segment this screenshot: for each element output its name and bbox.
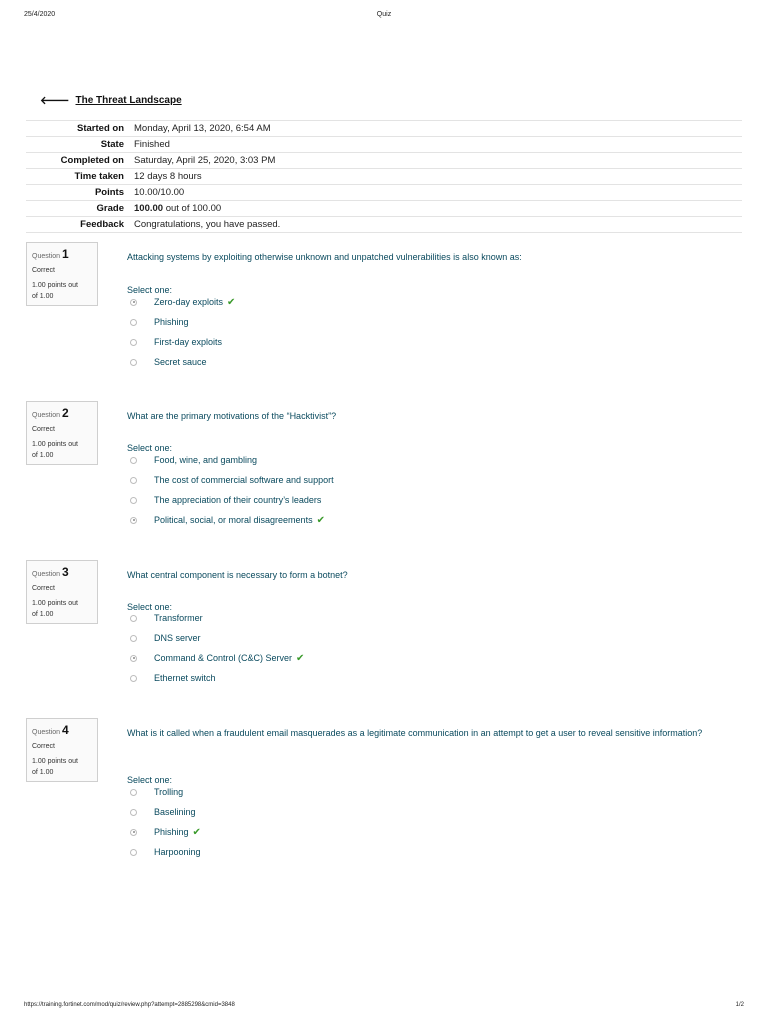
answer-label: Command & Control (C&C) Server (154, 653, 293, 663)
select-one-prompt: Select one: (127, 602, 173, 612)
answer-label: Baselining (154, 807, 196, 817)
radio-icon (130, 789, 137, 796)
question-grade (32, 756, 92, 778)
radio-icon (130, 497, 137, 504)
answer-label: The cost of commercial software and support (154, 475, 334, 485)
answer-label: Harpooning (154, 847, 201, 857)
grade-out-of: out of 100.00 (163, 203, 222, 214)
select-one-prompt: Select one: (127, 285, 173, 295)
summary-label: Started on (26, 121, 134, 137)
radio-icon (130, 635, 137, 642)
answer-option (130, 510, 334, 530)
summary-row (26, 201, 742, 217)
question-number: 1 (61, 247, 69, 261)
question-grade (32, 439, 92, 461)
radio-icon (130, 517, 137, 524)
checkmark-icon: ✔ (192, 826, 201, 838)
summary-label: Points (26, 185, 134, 201)
radio-icon (130, 339, 137, 346)
select-one-prompt: Select one: (127, 443, 173, 453)
answer-label: Transformer (154, 613, 203, 623)
grade-line-2: of 1.00 (32, 293, 54, 300)
summary-row (26, 121, 742, 137)
question-text: What are the primary motivations of the “Hacktivist”? (127, 411, 337, 421)
radio-icon (130, 849, 137, 856)
answer-label: Food, wine, and gambling (154, 455, 258, 465)
page-number: 1/2 (735, 1002, 744, 1008)
grade-line-1: 1.00 points out (32, 758, 78, 765)
radio-icon (130, 809, 137, 816)
question-state: Correct (32, 743, 55, 750)
answer-option (130, 648, 304, 668)
answer-option (130, 332, 235, 352)
question-label: Question (32, 729, 61, 736)
question-number: 4 (61, 723, 69, 737)
question-text: What central component is necessary to form a botnet? (127, 570, 348, 580)
checkmark-icon: ✔ (296, 652, 305, 664)
summary-value: Finished (134, 137, 742, 153)
back-link-label: The Threat Landscape (75, 94, 182, 106)
grade-value: 100.00 (134, 203, 164, 214)
question-number: 2 (61, 406, 69, 420)
answer-label: First-day exploits (154, 337, 223, 347)
select-one-prompt: Select one: (127, 775, 173, 785)
answer-label: Ethernet switch (154, 673, 216, 683)
grade-line-2: of 1.00 (32, 452, 54, 459)
radio-icon (130, 655, 137, 662)
quiz-summary-table (26, 120, 742, 233)
summary-label: Grade (26, 201, 134, 217)
grade-line-2: of 1.00 (32, 611, 54, 618)
answer-option (130, 608, 304, 628)
arrow-left-icon: 🡐 (40, 95, 70, 107)
summary-label: Time taken (26, 169, 134, 185)
question-grade (32, 280, 92, 302)
grade-line-2: of 1.00 (32, 769, 54, 776)
answer-option (130, 352, 235, 372)
answer-label: Trolling (154, 787, 184, 797)
summary-row (26, 153, 742, 169)
radio-icon (130, 829, 137, 836)
summary-label: State (26, 137, 134, 153)
grade-line-1: 1.00 points out (32, 441, 78, 448)
question-info-box (26, 560, 98, 624)
answer-list (130, 292, 235, 372)
checkmark-icon: ✔ (316, 514, 325, 526)
summary-value: 12 days 8 hours (134, 169, 742, 185)
print-title: Quiz (376, 11, 392, 18)
summary-row (26, 217, 742, 233)
answer-option (130, 490, 334, 510)
grade-line-1: 1.00 points out (32, 600, 78, 607)
answer-label: DNS server (154, 633, 201, 643)
radio-icon (130, 359, 137, 366)
answer-list (130, 450, 334, 530)
radio-icon (130, 457, 137, 464)
answer-label: Phishing (154, 317, 189, 327)
radio-icon (130, 477, 137, 484)
answer-option (130, 668, 304, 688)
radio-icon (130, 675, 137, 682)
question-number: 3 (61, 565, 69, 579)
back-link[interactable] (40, 93, 182, 107)
summary-row (26, 137, 742, 153)
summary-value (134, 201, 742, 217)
question-label: Question (32, 571, 61, 578)
radio-icon (130, 299, 137, 306)
summary-row (26, 169, 742, 185)
question-label: Question (32, 253, 61, 260)
answer-label: Political, social, or moral disagreements (154, 515, 313, 525)
question-state: Correct (32, 585, 55, 592)
answer-option (130, 312, 235, 332)
answer-list (130, 608, 304, 688)
question-text: Attacking systems by exploiting otherwise unknown and unpatched vulnerabilities is also known as: (127, 252, 522, 262)
answer-option (130, 450, 334, 470)
radio-icon (130, 319, 137, 326)
question-state: Correct (32, 426, 55, 433)
answer-list (130, 782, 201, 862)
summary-value: Congratulations, you have passed. (134, 217, 742, 233)
question-state: Correct (32, 267, 55, 274)
grade-line-1: 1.00 points out (32, 282, 78, 289)
summary-value: Saturday, April 25, 2020, 3:03 PM (134, 153, 742, 169)
answer-label: Zero-day exploits (154, 297, 224, 307)
checkmark-icon: ✔ (227, 296, 236, 308)
question-text: What is it called when a fraudulent email masquerades as a legitimate communication in an attempt to get a user to reveal sensitive information? (127, 728, 703, 738)
print-date: 25/4/2020 (24, 11, 56, 18)
print-footer (24, 1002, 744, 1014)
summary-label: Completed on (26, 153, 134, 169)
question-info-box (26, 401, 98, 465)
answer-option (130, 782, 201, 802)
answer-option (130, 292, 235, 312)
answer-option (130, 822, 201, 842)
question-info-box (26, 718, 98, 782)
answer-label: Phishing (154, 827, 189, 837)
question-label: Question (32, 412, 61, 419)
summary-row (26, 185, 742, 201)
question-grade (32, 598, 92, 620)
print-url: https://training.fortinet.com/mod/quiz/review.php?attempt=2885298&cmid=3848 (24, 1002, 235, 1008)
summary-value: 10.00/10.00 (134, 185, 742, 201)
summary-value: Monday, April 13, 2020, 6:54 AM (134, 121, 742, 137)
answer-option (130, 628, 304, 648)
radio-icon (130, 615, 137, 622)
answer-option (130, 842, 201, 862)
answer-option (130, 470, 334, 490)
answer-option (130, 802, 201, 822)
summary-label: Feedback (26, 217, 134, 233)
print-header (24, 11, 744, 23)
question-info-box (26, 242, 98, 306)
answer-label: Secret sauce (154, 357, 207, 367)
answer-label: The appreciation of their country’s leaders (154, 495, 322, 505)
